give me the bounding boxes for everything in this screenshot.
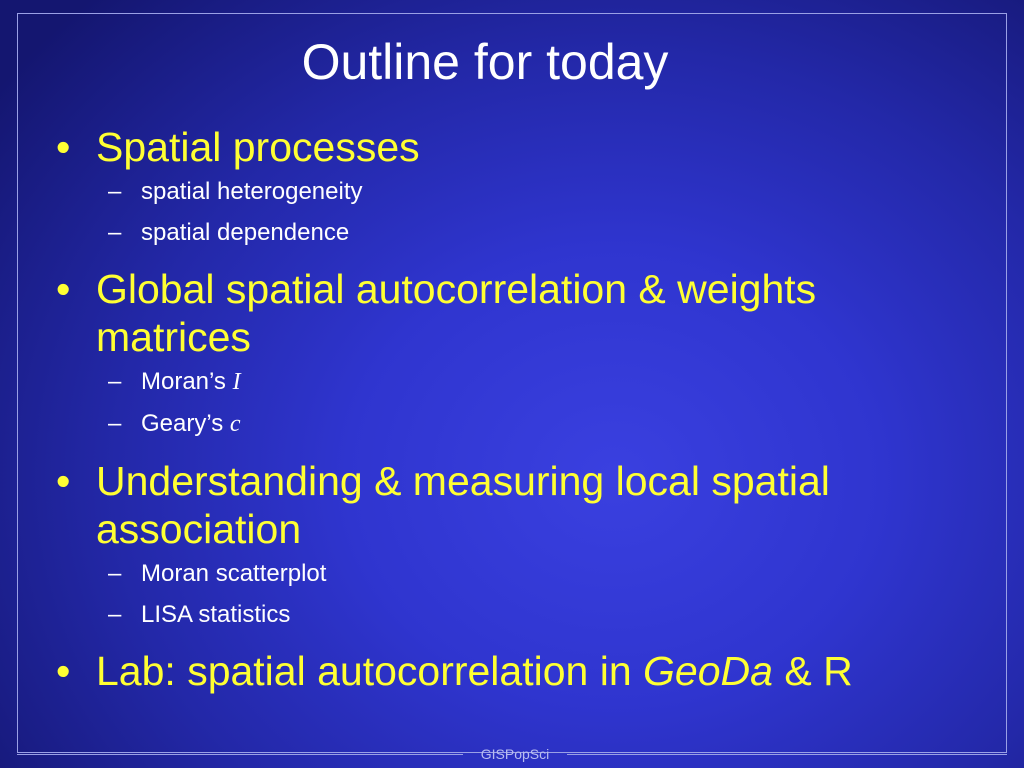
bullet-text: Understanding & measuring local spatial association <box>96 458 830 552</box>
bullet-icon: • <box>56 458 71 504</box>
outline-list <box>56 120 956 695</box>
sub-item <box>56 403 956 445</box>
bullet-item <box>56 457 956 553</box>
bullet-text: Lab: spatial autocorrelation in <box>96 648 644 694</box>
bullet-icon: • <box>56 648 71 694</box>
dash-icon: – <box>108 601 122 628</box>
footer-label: GISPopSci <box>480 746 550 762</box>
dash-icon: – <box>108 410 122 437</box>
sub-item-text: LISA statistics <box>141 601 291 628</box>
dash-icon: – <box>108 219 122 246</box>
bullet-text: Global spatial autocorrelation & weights matrices <box>96 266 817 360</box>
slide-footer <box>17 744 1007 764</box>
sub-item-text: Moran scatterplot <box>141 560 327 587</box>
math-symbol: c <box>229 411 241 437</box>
bullet-icon: • <box>56 124 71 170</box>
bullet-icon: • <box>56 266 71 312</box>
sub-item <box>56 553 956 594</box>
sub-item-text: spatial heterogeneity <box>141 178 363 205</box>
software-name: GeoDa <box>643 648 773 694</box>
footer-rule-right <box>567 754 1007 755</box>
math-symbol: I <box>232 369 241 395</box>
dash-icon: – <box>108 178 122 205</box>
sub-item <box>56 361 956 403</box>
slide-title: Outline for today <box>301 34 669 90</box>
sub-item <box>56 171 956 212</box>
dash-icon: – <box>108 368 122 395</box>
sub-item-text: Moran’s <box>141 368 233 395</box>
sub-item-text: spatial dependence <box>141 219 350 246</box>
bullet-item <box>56 123 956 171</box>
bullet-text-suffix: & R <box>772 648 853 694</box>
bullet-text: Spatial processes <box>96 124 420 170</box>
footer-rule-left <box>17 754 463 755</box>
bullet-item <box>56 265 956 361</box>
bullet-item <box>56 647 956 695</box>
sub-item <box>56 212 956 253</box>
dash-icon: – <box>108 560 122 587</box>
sub-item <box>56 594 956 635</box>
sub-item-text: Geary’s <box>141 410 230 437</box>
